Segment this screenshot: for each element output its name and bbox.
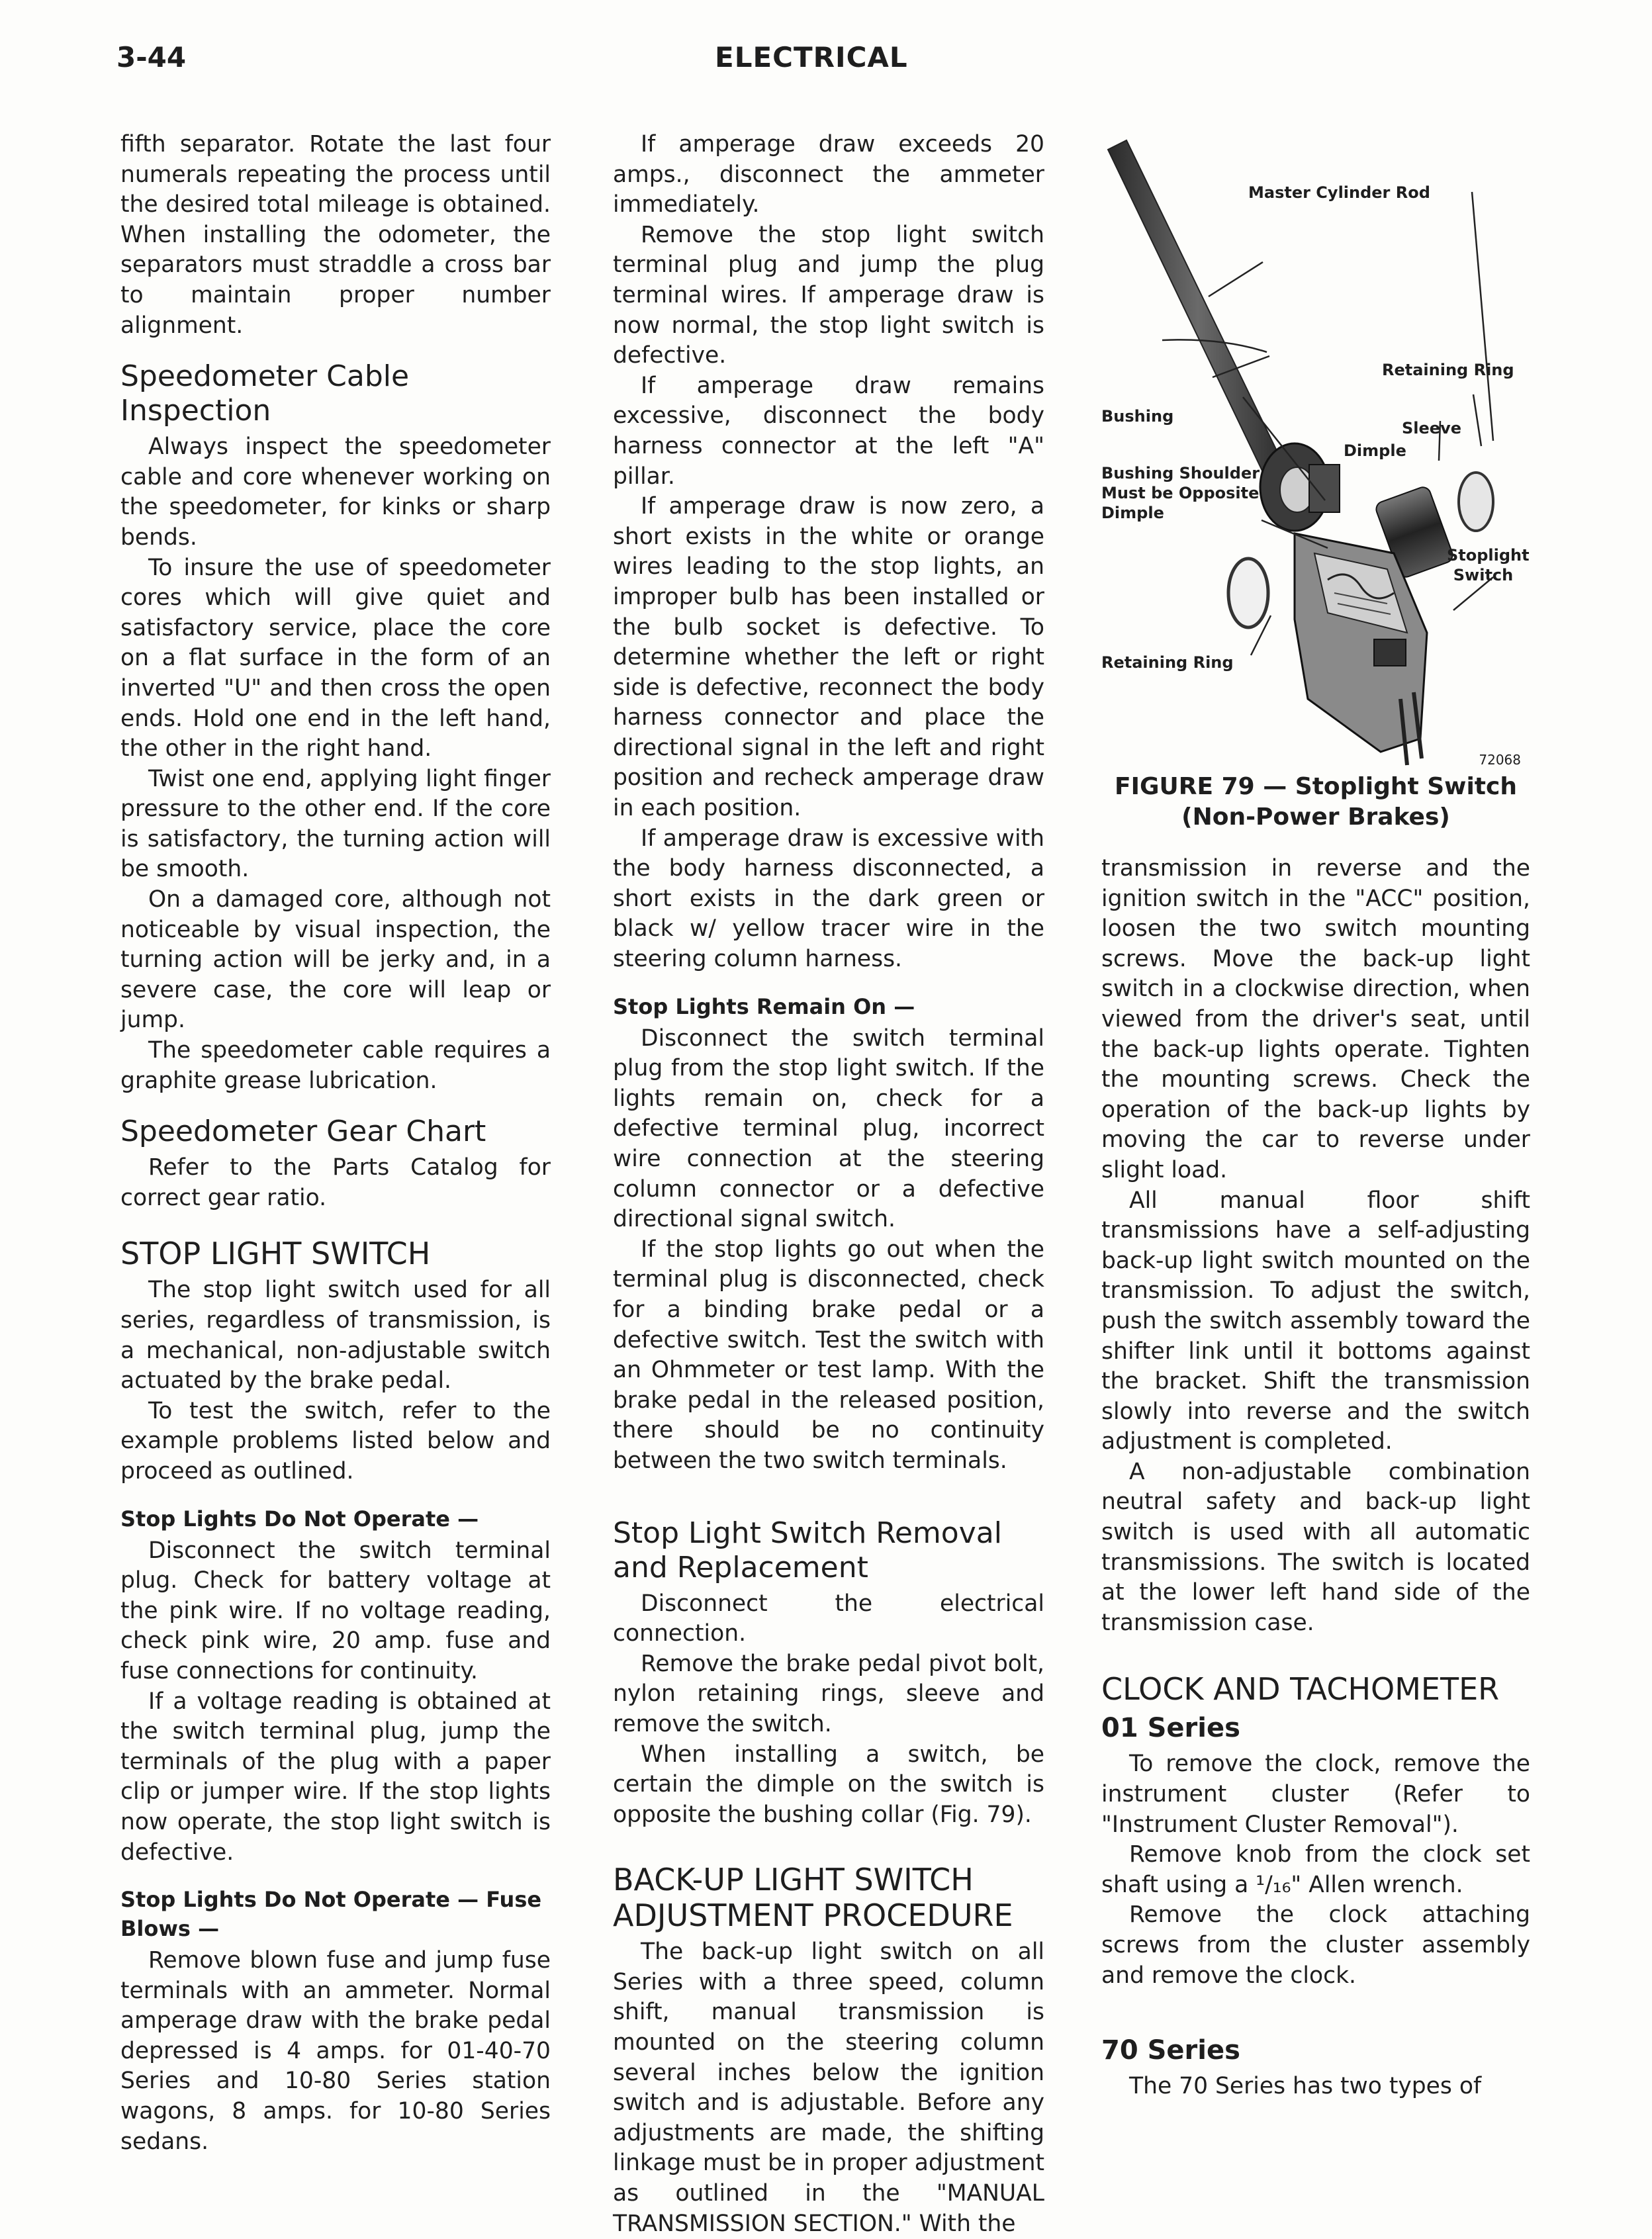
- paragraph: fifth separator. Rotate the last four numerals repeating the process until the desired total mileage is obtained. When installing the odometer, the separators must straddle a cross bar to maintain proper number alignment.: [120, 131, 551, 339]
- figure-79: [1096, 130, 1533, 785]
- paragraph: Remove the clock attaching screws from the cluster assembly and remove the clock.: [1101, 1901, 1530, 1989]
- paragraph: Twist one end, applying light finger pressure to the other end. If the core is satisfactory, the turning action will be smooth.: [120, 765, 551, 883]
- paragraph: Remove blown fuse and jump fuse terminals with an ammeter. Normal amperage draw with the brake pedal depressed is 4 amps. for 01-40-70 Series and 10-80 Series station wagons, 8 amps. for 10-80 Series sedans.: [120, 1947, 551, 2155]
- heading-stop-light-switch: STOP LIGHT SWITCH: [120, 1236, 431, 1272]
- label-bushing-shoulder: Bushing Shoulder Must be Opposite Dimple: [1101, 464, 1260, 522]
- heading-switch-removal: Stop Light Switch Removal and Replacement: [613, 1516, 1002, 1584]
- heading-backup-light-switch: BACK-UP LIGHT SWITCH ADJUSTMENT PROCEDURE: [613, 1862, 1013, 1934]
- paragraph: Remove the stop light switch terminal plug and jump the plug terminal wires. If amperage draw is now normal, the stop light switch is defective.: [613, 221, 1044, 369]
- label-sleeve: Sleeve: [1402, 419, 1461, 437]
- paragraph: To test the switch, refer to the example problems listed below and proceed as outlined.: [120, 1397, 551, 1485]
- paragraph: Disconnect the switch terminal plug. Check for battery voltage at the pink wire. If no voltage reading, check pink wire, 20 amp. fuse and fuse connections for continuity.: [120, 1537, 551, 1684]
- subheading-remain-on: Stop Lights Remain On —: [613, 993, 915, 1019]
- paragraph: When installing a switch, be certain the dimple on the switch is opposite the bushing collar (Fig. 79).: [613, 1741, 1044, 1828]
- paragraph: All manual floor shift transmissions have a self-adjusting back-up light switch mounted on the transmission. To adjust the switch, push the switch assembly toward the shifter link until it bottoms against the bracket. Shift the transmission slowly into reverse and the switch adjustment is completed.: [1101, 1187, 1530, 1455]
- paragraph: Refer to the Parts Catalog for correct gear ratio.: [120, 1154, 551, 1211]
- page-number: 3-44: [116, 41, 187, 73]
- label-master-cylinder-rod: Master Cylinder Rod: [1248, 183, 1430, 202]
- paragraph: transmission in reverse and the ignition switch in the "ACC" position, loosen the two switch mounting screws. Move the back-up light switch in a clockwise direction, when viewed from the driver's seat, until the back-up lights operate. Tighten the mounting screws. Check the operation of the back-up lights by moving the car to reverse under slight load.: [1101, 855, 1530, 1183]
- stoplight-switch-illustration: [1096, 130, 1533, 785]
- column-3: [1101, 854, 1530, 2102]
- heading-clock-tachometer: CLOCK AND TACHOMETER: [1101, 1671, 1500, 1708]
- column-2: [613, 130, 1044, 2239]
- paragraph: Always inspect the speedometer cable and core whenever working on the speedometer, for kinks or sharp bends.: [120, 434, 551, 551]
- paragraph: Remove the brake pedal pivot bolt, nylon retaining rings, sleeve and remove the switch.: [613, 1650, 1044, 1737]
- paragraph: If a voltage reading is obtained at the switch terminal plug, jump the terminals of the plug with a paper clip or jumper wire. If the stop lights now operate, the stop light switch is defective.: [120, 1688, 551, 1866]
- column-1: [120, 130, 551, 2157]
- heading-70-series: 70 Series: [1101, 2035, 1240, 2066]
- paragraph: The back-up light switch on all Series with a three speed, column shift, manual transmission is mounted on the steering column several inches below the ignition switch and is adjustable. Before any adjustments are made, the shifting linkage must be in proper adjustment as outlined in the "MANUAL TRANSMISSION SECTION." With the: [613, 1939, 1044, 2237]
- label-retaining-ring-bottom: Retaining Ring: [1101, 653, 1234, 672]
- paragraph: The stop light switch used for all series, regardless of transmission, is a mechanical, non-adjustable switch actuated by the brake pedal.: [120, 1277, 551, 1394]
- heading-speedometer-gear: Speedometer Gear Chart: [120, 1115, 486, 1149]
- paragraph: If the stop lights go out when the terminal plug is disconnected, check for a binding brake pedal or a defective switch. Test the switch with an Ohmmeter or test lamp. With the brake pedal in the released position, there should be no continuity between the two switch terminals.: [613, 1236, 1044, 1474]
- paragraph: If amperage draw is excessive with the body harness disconnected, a short exists in the dark green or black w/ yellow tracer wire in the steering column harness.: [613, 825, 1044, 973]
- label-stoplight-switch: Stoplight Switch: [1447, 546, 1530, 584]
- label-retaining-ring-top: Retaining Ring: [1382, 361, 1514, 379]
- heading-01-series: 01 Series: [1101, 1713, 1240, 1744]
- paragraph: If amperage draw remains excessive, disconnect the body harness connector at the left "A" pillar.: [613, 372, 1044, 490]
- paragraph: To remove the clock, remove the instrument cluster (Refer to "Instrument Cluster Removal").: [1101, 1751, 1530, 1838]
- paragraph: If amperage draw is now zero, a short exists in the white or orange wires leading to the stop lights, an improper bulb has been installed or the bulb socket is defective. To determine whether the left or right side is defective, reconnect the body harness connector and place the directional signal in the left and right position and recheck amperage draw in each position.: [613, 493, 1044, 822]
- paragraph: The speedometer cable requires a graphite grease lubrication.: [120, 1037, 551, 1094]
- label-dimple: Dimple: [1344, 441, 1406, 460]
- paragraph: Remove knob from the clock set shaft using a ¹/₁₆" Allen wrench.: [1101, 1841, 1530, 1898]
- paragraph: Disconnect the electrical connection.: [613, 1590, 1044, 1647]
- paragraph: A non-adjustable combination neutral safety and back-up light switch is used with all automatic transmissions. The switch is located at the lower left hand side of the transmission case.: [1101, 1458, 1530, 1636]
- figure-number: 72068: [1479, 752, 1521, 768]
- paragraph: To insure the use of speedometer cores which will give quiet and satisfactory service, place the core on a flat surface in the form of an inverted "U" and then cross the open ends. Hold one end in the left hand, the other in the right hand.: [120, 554, 551, 762]
- running-head: ELECTRICAL: [715, 41, 908, 73]
- heading-speedometer-cable: Speedometer Cable Inspection: [120, 359, 410, 428]
- subheading-do-not-operate: Stop Lights Do Not Operate —: [120, 1506, 479, 1531]
- paragraph: On a damaged core, although not noticeable by visual inspection, the turning action will be jerky and, in a severe case, the core will leap or jump.: [120, 886, 551, 1034]
- label-bushing: Bushing: [1101, 407, 1174, 426]
- paragraph: Disconnect the switch terminal plug from the stop light switch. If the lights remain on, check for a defective terminal plug, incorrect wire connection at the steering column connector or a defective directional signal switch.: [613, 1025, 1044, 1233]
- paragraph: The 70 Series has two types of: [1129, 2073, 1482, 2100]
- figure-caption: FIGURE 79 — Stoplight Switch (Non-Power Brakes): [1115, 773, 1517, 831]
- paragraph: If amperage draw exceeds 20 amps., disconnect the ammeter immediately.: [613, 131, 1044, 218]
- subheading-fuse-blows: Stop Lights Do Not Operate — Fuse Blows —: [120, 1887, 542, 1942]
